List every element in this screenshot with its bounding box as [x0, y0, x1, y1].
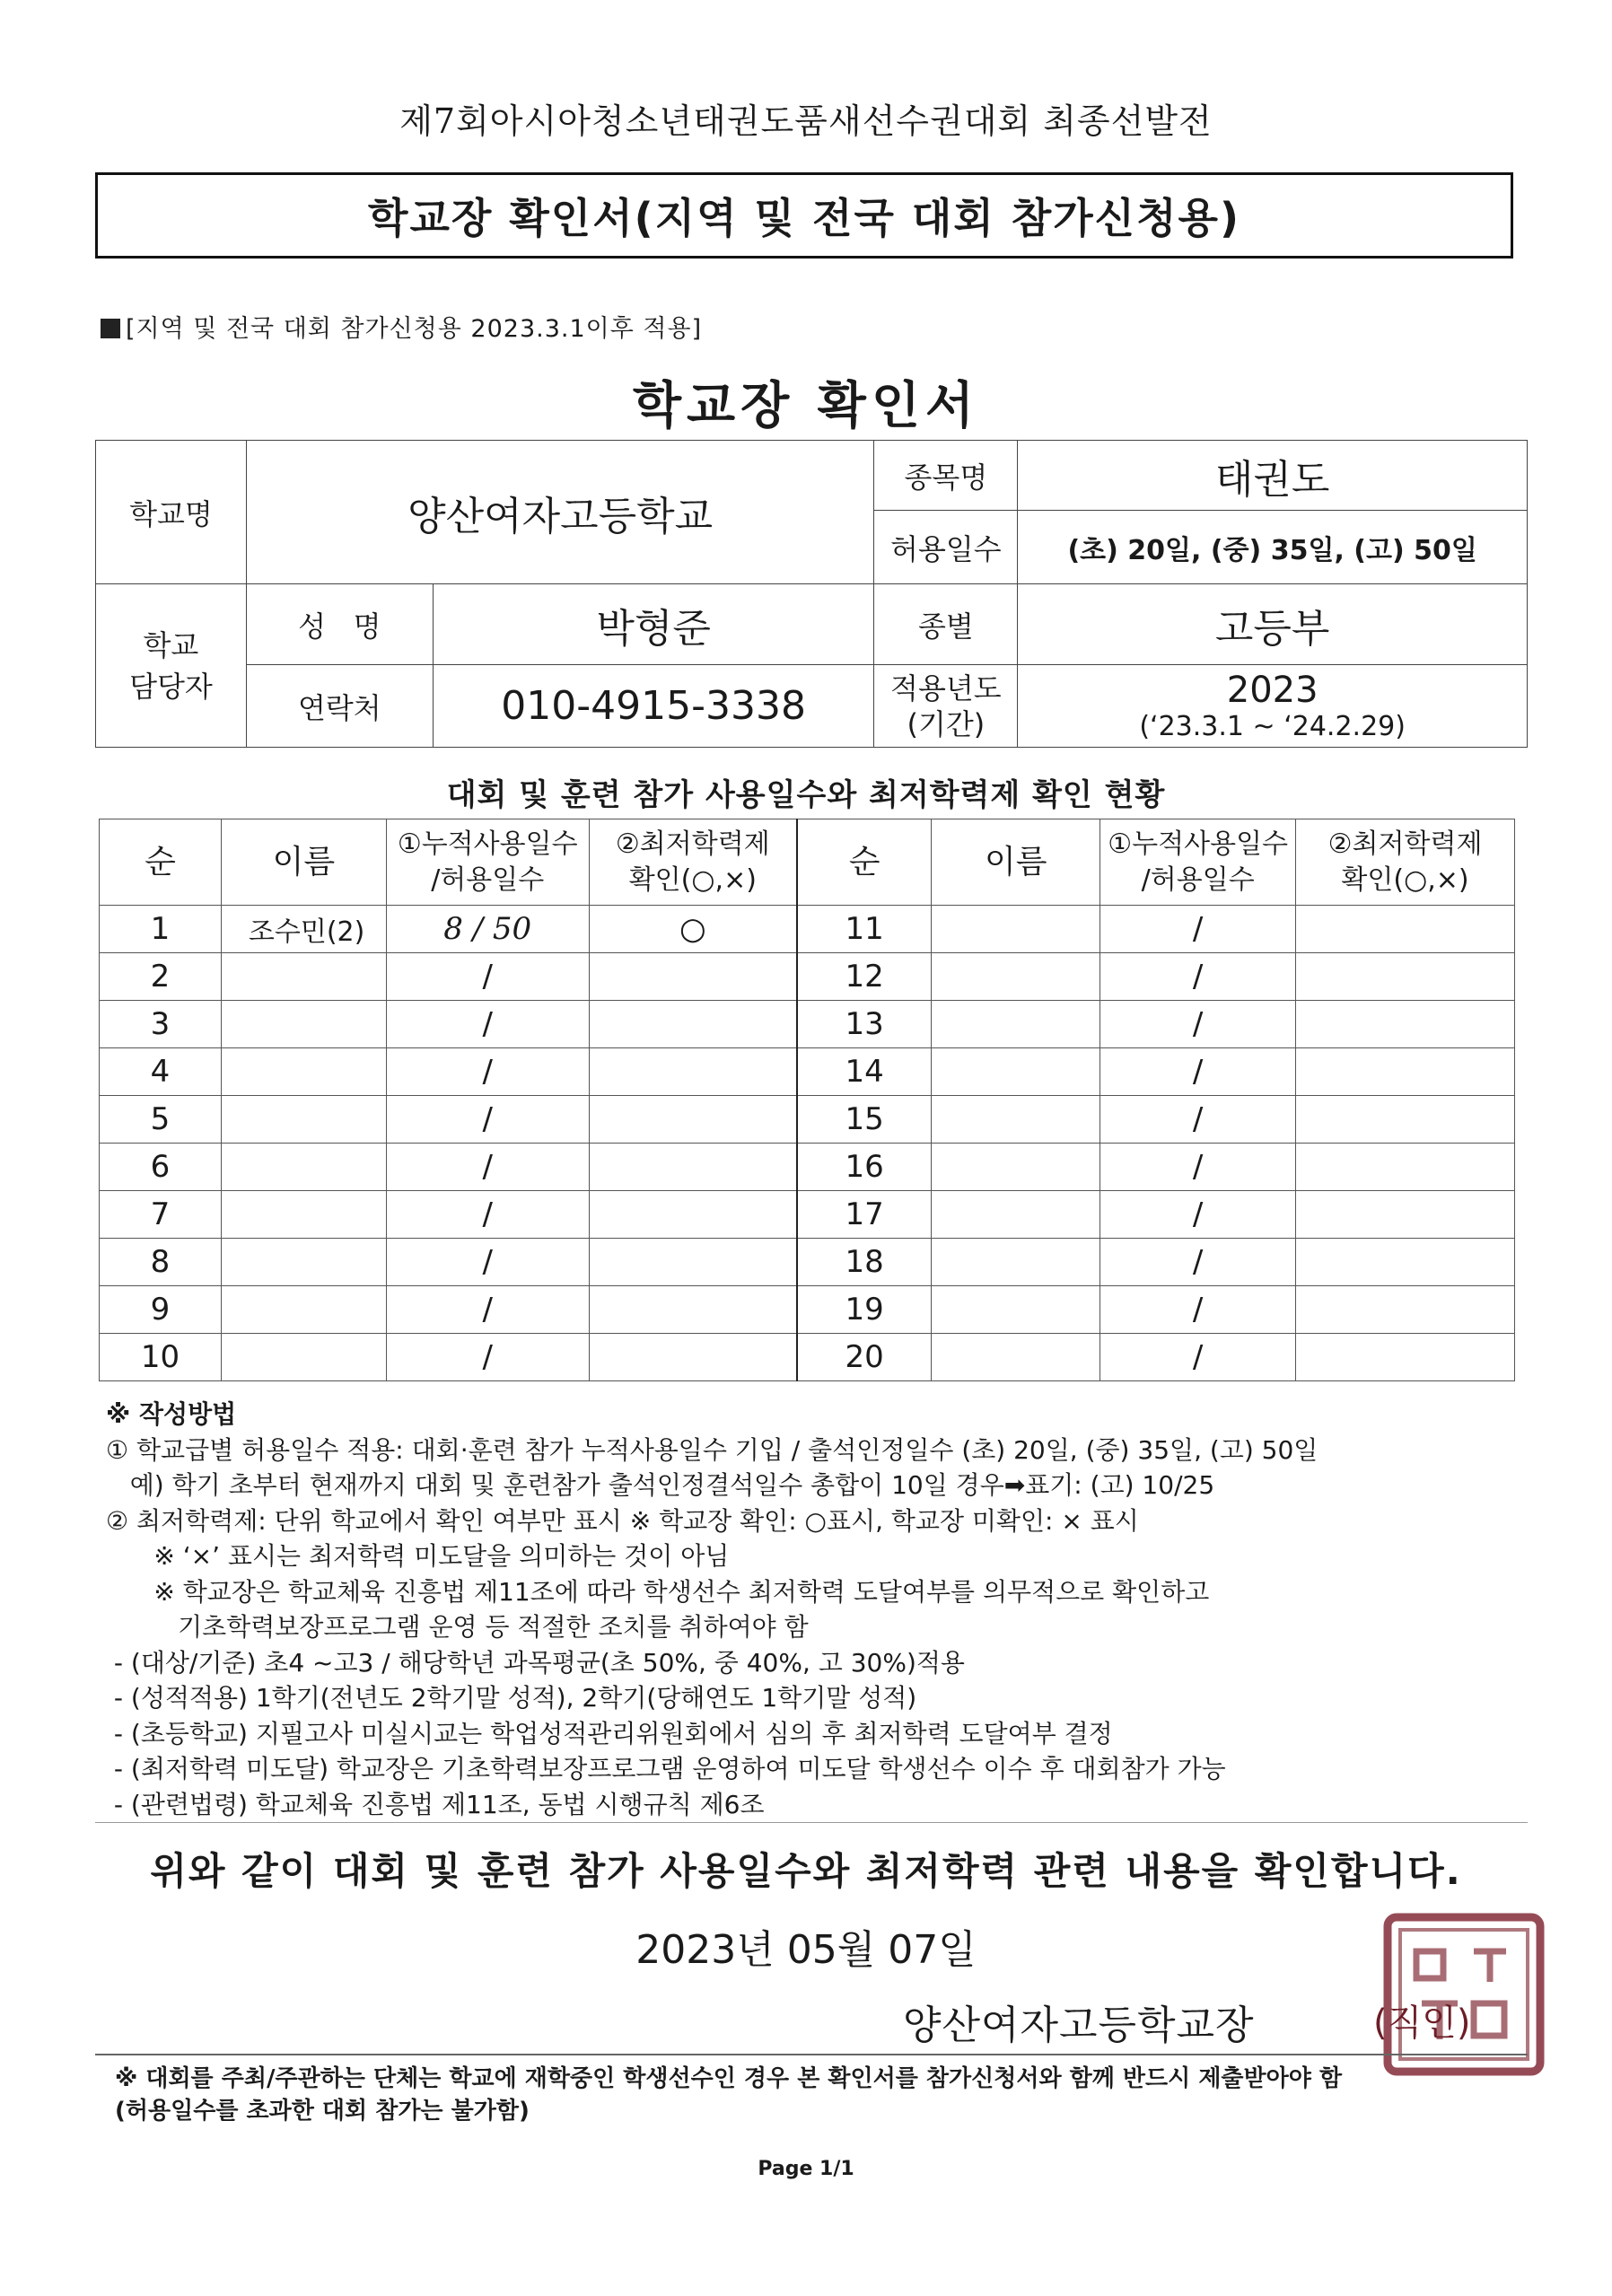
- row-days: /: [1100, 1048, 1296, 1096]
- row-days: /: [386, 1144, 589, 1191]
- table-row: [100, 1334, 1515, 1381]
- row-number: 6: [100, 1144, 222, 1191]
- row-number: 10: [100, 1334, 222, 1381]
- guide-heading: ※ 작성방법: [106, 1399, 237, 1429]
- row-name: [221, 1286, 386, 1334]
- row-days: /: [1100, 1334, 1296, 1381]
- header-no: 순: [100, 819, 222, 906]
- status-title: 대회 및 훈련 참가 사용일수와 최저학력제 확인 현황: [446, 777, 1166, 813]
- header-check: ②최저학력제 확인(○,×): [1296, 819, 1515, 906]
- row-number: 12: [797, 953, 932, 1001]
- row-number: 5: [100, 1096, 222, 1144]
- row-days: /: [386, 1334, 589, 1381]
- table-row: [100, 1191, 1515, 1239]
- row-number: 7: [100, 1191, 222, 1239]
- guide-line: 기초학력보장프로그램 운영 등 적절한 조치를 취하여야 함: [106, 1612, 809, 1642]
- row-name: [932, 1048, 1100, 1096]
- footnote: [115, 2063, 1342, 2127]
- row-days: /: [386, 1239, 589, 1286]
- name-value: 박형준: [433, 584, 874, 665]
- records-table: [99, 819, 1515, 1381]
- row-number: 3: [100, 1001, 222, 1048]
- row-name: [221, 953, 386, 1001]
- row-check: [1296, 1096, 1515, 1144]
- row-days: /: [1100, 1096, 1296, 1144]
- row-days: /: [1100, 1001, 1296, 1048]
- row-name: [221, 1239, 386, 1286]
- row-check: [589, 953, 797, 1001]
- year-value: 2023: [1226, 670, 1319, 711]
- guide-line: ※ 학교장은 학교체육 진흥법 제11조에 따라 학생선수 최저학력 도달여부를 의무적으로 확인하고: [106, 1576, 1210, 1607]
- doc-title-box: [95, 172, 1513, 259]
- page-number: Page 1/1: [758, 2158, 854, 2180]
- row-number: 8: [100, 1239, 222, 1286]
- row-number: 14: [797, 1048, 932, 1096]
- school-label: 학교명: [96, 441, 247, 584]
- square-bullet-icon: [101, 319, 120, 338]
- notice-text: [지역 및 전국 대회 참가신청용 2023.3.1이후 적용]: [126, 315, 703, 343]
- header-check: ②최저학력제 확인(○,×): [589, 819, 797, 906]
- table-row: [100, 953, 1515, 1001]
- row-check: [1296, 1144, 1515, 1191]
- row-name: [932, 1191, 1100, 1239]
- divider: [95, 1822, 1528, 1823]
- row-check: [589, 1239, 797, 1286]
- row-days: /: [1100, 1144, 1296, 1191]
- row-number: 15: [797, 1096, 932, 1144]
- guide-line: - (최저학력 미도달) 학교장은 기초학력보장프로그램 운영하여 미도달 학생선수 이수 후 대회참가 가능: [106, 1754, 1226, 1783]
- row-name: [932, 953, 1100, 1001]
- name-label: 성 명: [246, 584, 433, 665]
- row-number: 16: [797, 1144, 932, 1191]
- row-number: 20: [797, 1334, 932, 1381]
- row-number: 4: [100, 1048, 222, 1096]
- main-title: 학교장 확인서: [632, 377, 980, 435]
- category-label: 종별: [874, 584, 1018, 665]
- row-name: [221, 1048, 386, 1096]
- row-days: /: [1100, 953, 1296, 1001]
- table-row: [100, 1239, 1515, 1286]
- row-days: /: [386, 1048, 589, 1096]
- guide-line: ※ ‘×’ 표시는 최저학력 미도달을 의미하는 것이 아님: [106, 1541, 730, 1571]
- row-number: 18: [797, 1239, 932, 1286]
- footnote-line: (허용일수를 초과한 대회 참가는 불가함): [115, 2098, 530, 2125]
- footnote-line: ※ 대회를 주최/주관하는 단체는 학교에 재학중인 학생선수인 경우 본 확인서를 참가신청서와 함께 반드시 제출받아야 함: [115, 2065, 1343, 2092]
- guide-line: - (관련법령) 학교체육 진흥법 제11조, 동법 시행규칙 제6조: [106, 1789, 765, 1819]
- seal-label: (직인): [1373, 2002, 1471, 2044]
- row-days: /: [386, 1191, 589, 1239]
- guide-line: - (성적적용) 1학기(전년도 2학기말 성적), 2학기(당해연도 1학기말 성적): [106, 1683, 917, 1713]
- row-check: [589, 1191, 797, 1239]
- issue-date: 2023년 05월 07일: [635, 1927, 977, 1973]
- row-days: /: [386, 1001, 589, 1048]
- table-row: [100, 1048, 1515, 1096]
- guide-line: - (대상/기준) 초4 ~고3 / 해당학년 과목평균(초 50%, 중 40%, 고 30%)적용: [106, 1647, 965, 1678]
- row-number: 13: [797, 1001, 932, 1048]
- row-number: 9: [100, 1286, 222, 1334]
- header-days: ①누적사용일수 /허용일수: [1100, 819, 1296, 906]
- row-name: [221, 1144, 386, 1191]
- row-number: 19: [797, 1286, 932, 1334]
- row-check: [1296, 953, 1515, 1001]
- allowed-days-label: 허용일수: [874, 511, 1018, 584]
- row-name: [932, 1239, 1100, 1286]
- sport-label: 종목명: [874, 441, 1018, 511]
- row-name: [221, 1096, 386, 1144]
- year-cell: [1018, 665, 1528, 748]
- guide-line: - (초등학교) 지필고사 미실시교는 학업성적관리위원회에서 심의 후 최저학력 도달여부 결정: [106, 1718, 1113, 1748]
- allowed-days-value: (초) 20일, (중) 35일, (고) 50일: [1018, 511, 1528, 584]
- manager-label: 학교 담당자: [96, 584, 247, 748]
- year-period: (‘23.3.1 ~ ‘24.2.29): [1139, 711, 1406, 742]
- row-days: 8 / 50: [386, 906, 589, 953]
- table-row: [100, 906, 1515, 953]
- records-header-row: [100, 819, 1515, 906]
- header-name: 이름: [221, 819, 386, 906]
- school-name: 양산여자고등학교: [246, 441, 874, 584]
- row-days: /: [1100, 1286, 1296, 1334]
- row-days: /: [386, 1096, 589, 1144]
- row-days: /: [386, 953, 589, 1001]
- table-row: [100, 1096, 1515, 1144]
- row-name: [221, 1001, 386, 1048]
- row-name: [932, 1334, 1100, 1381]
- row-check: [1296, 1048, 1515, 1096]
- contact-value: 010-4915-3338: [433, 665, 874, 748]
- contact-label: 연락처: [246, 665, 433, 748]
- divider: [95, 2054, 1528, 2055]
- row-name: 조수민(2): [221, 906, 386, 953]
- row-check: ○: [589, 906, 797, 953]
- category-value: 고등부: [1018, 584, 1528, 665]
- row-name: [932, 906, 1100, 953]
- confirm-statement: 위와 같이 대회 및 훈련 참가 사용일수와 최저학력 관련 내용을 확인합니다.: [150, 1849, 1462, 1893]
- table-row: [100, 1144, 1515, 1191]
- row-check: [1296, 906, 1515, 953]
- row-days: /: [386, 1286, 589, 1334]
- row-days: /: [1100, 1191, 1296, 1239]
- guide-line: 예) 학기 초부터 현재까지 대회 및 훈련참가 출석인정결석일수 총합이 10일 경우➡표기: (고) 10/25: [106, 1470, 1215, 1500]
- sport-value: 태권도: [1018, 441, 1528, 511]
- info-table: [95, 440, 1528, 748]
- writing-guide: [106, 1397, 1542, 1822]
- row-name: [932, 1286, 1100, 1334]
- doc-title: 학교장 확인서(지역 및 전국 대회 참가신청용): [368, 194, 1240, 242]
- row-check: [1296, 1286, 1515, 1334]
- row-check: [1296, 1001, 1515, 1048]
- guide-line: ① 학교급별 허용일수 적용: 대회·훈련 참가 누적사용일수 기입 / 출석인정일수 (초) 20일, (중) 35일, (고) 50일: [106, 1434, 1319, 1465]
- row-number: 17: [797, 1191, 932, 1239]
- row-check: [1296, 1191, 1515, 1239]
- row-days: /: [1100, 906, 1296, 953]
- row-check: [589, 1144, 797, 1191]
- header-name: 이름: [932, 819, 1100, 906]
- table-row: [100, 1001, 1515, 1048]
- notice-line: [101, 309, 702, 344]
- row-name: [932, 1096, 1100, 1144]
- row-number: 1: [100, 906, 222, 953]
- principal-name: 양산여자고등학교장: [903, 2002, 1255, 2048]
- event-title: 제7회아시아청소년태권도품새선수권대회 최종선발전: [399, 101, 1213, 141]
- header-days: ①누적사용일수 /허용일수: [386, 819, 589, 906]
- row-days: /: [1100, 1239, 1296, 1286]
- row-check: [1296, 1239, 1515, 1286]
- row-number: 11: [797, 906, 932, 953]
- year-label: 적용년도 (기간): [874, 665, 1018, 748]
- row-check: [589, 1334, 797, 1381]
- header-no: 순: [797, 819, 932, 906]
- row-check: [589, 1096, 797, 1144]
- table-row: [100, 1286, 1515, 1334]
- row-check: [589, 1001, 797, 1048]
- row-check: [589, 1286, 797, 1334]
- guide-line: ② 최저학력제: 단위 학교에서 확인 여부만 표시 ※ 학교장 확인: ○표시, 학교장 미확인: × 표시: [106, 1505, 1139, 1536]
- row-number: 2: [100, 953, 222, 1001]
- row-name: [932, 1144, 1100, 1191]
- row-name: [221, 1334, 386, 1381]
- row-name: [221, 1191, 386, 1239]
- row-name: [932, 1001, 1100, 1048]
- row-check: [1296, 1334, 1515, 1381]
- row-check: [589, 1048, 797, 1096]
